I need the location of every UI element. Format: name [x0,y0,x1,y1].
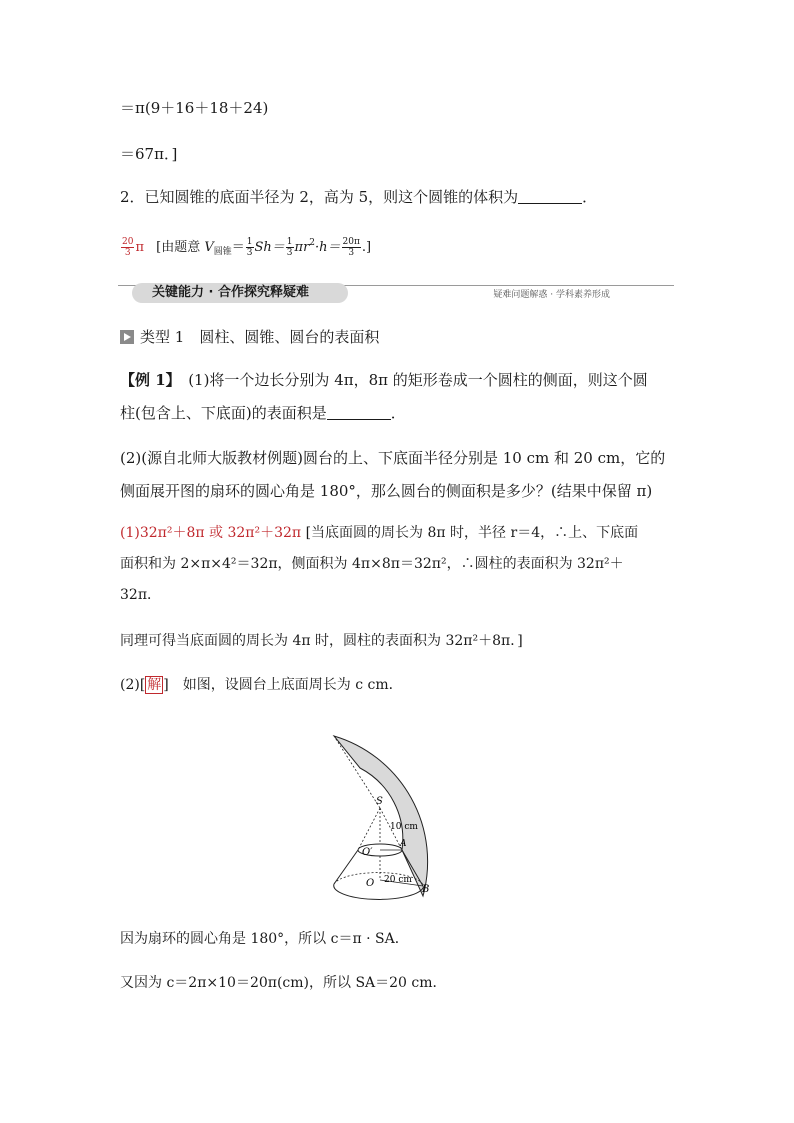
bottom-front-arc [334,884,423,899]
answer-num: 20 [122,237,134,247]
frac-1-den: 3 [246,248,253,258]
example-p1b: 柱(包含上、下底面)的表面积是 [120,404,327,422]
solution-2-post: ] 如图，设圆台上底面周长为 c cm． [163,677,403,693]
label-b: B [422,884,430,895]
frustum-diagram [318,722,478,902]
type-title: 圆柱、圆锥、圆台的表面积 [199,328,380,346]
label-10cm: 10 cm [390,822,418,832]
type-heading [120,327,379,347]
label-o: O [366,878,375,889]
equation-line-2: ＝67π．] [120,145,178,163]
frac-2-den: 3 [286,248,293,258]
equation-line-1: ＝π(9＋16＋18＋24) [120,99,269,117]
frac-3 [342,237,361,258]
solution-2-pre: (2)[ [120,677,146,693]
label-20cm: 20 cm [384,875,412,885]
section-title: 关键能力 · 合作探究释疑难 [132,283,348,303]
frac-1-num: 1 [246,237,253,247]
question-2-answer [120,233,371,262]
example-1-line-a [120,370,648,390]
var-v: V [204,240,214,255]
sector-annulus [334,736,428,896]
label-s: S [376,796,383,807]
section-subtitle: 疑难问题解惑 · 学科素养形成 [493,290,610,300]
play-triangle-icon [120,330,134,344]
example-1-line-b [120,403,406,423]
sh-term: Sh＝ [254,240,285,255]
sup-2: 2 [309,238,316,248]
answer-close: .] [361,240,372,255]
solution-2-line [120,675,403,695]
question-2 [120,187,597,207]
answer-pi: π [135,240,144,255]
solution-1a: [当底面圆的周长为 8π 时，半径 r＝4，∴上、下底面 [301,525,639,541]
example-2-line-b: 侧面展开图的扇环的圆心角是 180°，那么圆台的侧面积是多少？(结果中保留 π) [120,482,653,500]
question-2-end: ． [582,188,598,206]
solution-4-line: 又因为 c＝2π×10＝20π(cm)，所以 SA＝20 cm． [120,975,447,991]
frac-3-num: 20π [342,237,360,247]
label-o-prime: O′ [362,847,373,858]
answer-fraction [121,237,134,258]
frac-1 [246,237,254,258]
answer-open: [由题意 [156,240,205,255]
example-tag: 【例 1】 [120,371,174,389]
solution-1-line-a [120,523,638,543]
answer-blank [518,189,582,204]
solution-1-line-c: 32π． [120,587,162,603]
type-label: 类型 1 [140,328,185,346]
frac-3-den: 3 [348,248,355,258]
jie-label: 解 [147,677,162,693]
solution-1-line-b: 面积和为 2×π×4²＝32π，侧面积为 4π×8π＝32π²，∴圆柱的表面积为 32π²＋ [120,556,624,572]
sub-cone: 圆锥 [213,247,232,257]
solution-1-answer: (1)32π²＋8π 或 32π²＋32π [120,525,302,541]
example-blank [327,405,391,420]
frac-2-num: 1 [286,237,293,247]
left-slant [334,850,358,884]
eq-sign: ＝ [231,240,245,255]
h-term: ·h＝ [315,240,341,255]
answer-den: 3 [124,248,131,258]
question-2-text: 2．已知圆锥的底面半径为 2，高为 5，则这个圆锥的体积为 [120,188,519,206]
example-p1b-end: ． [390,404,406,422]
frac-2 [286,237,294,258]
solution-1-line-d: 同理可得当底面圆的周长为 4π 时，圆柱的表面积为 32π²＋8π．] [120,633,523,649]
solution-3-line: 因为扇环的圆心角是 180°，所以 c＝π · SA． [120,931,409,947]
label-a: A [400,839,407,849]
section-header [118,283,674,303]
example-2-line-a: (2)(源自北师大版教材例题)圆台的上、下底面半径分别是 10 cm 和 20 cm，它的 [120,449,666,467]
pir-term: πr [294,240,310,255]
example-p1a: (1)将一个边长分别为 4π，8π 的矩形卷成一个圆柱的侧面，则这个圆 [188,371,648,389]
